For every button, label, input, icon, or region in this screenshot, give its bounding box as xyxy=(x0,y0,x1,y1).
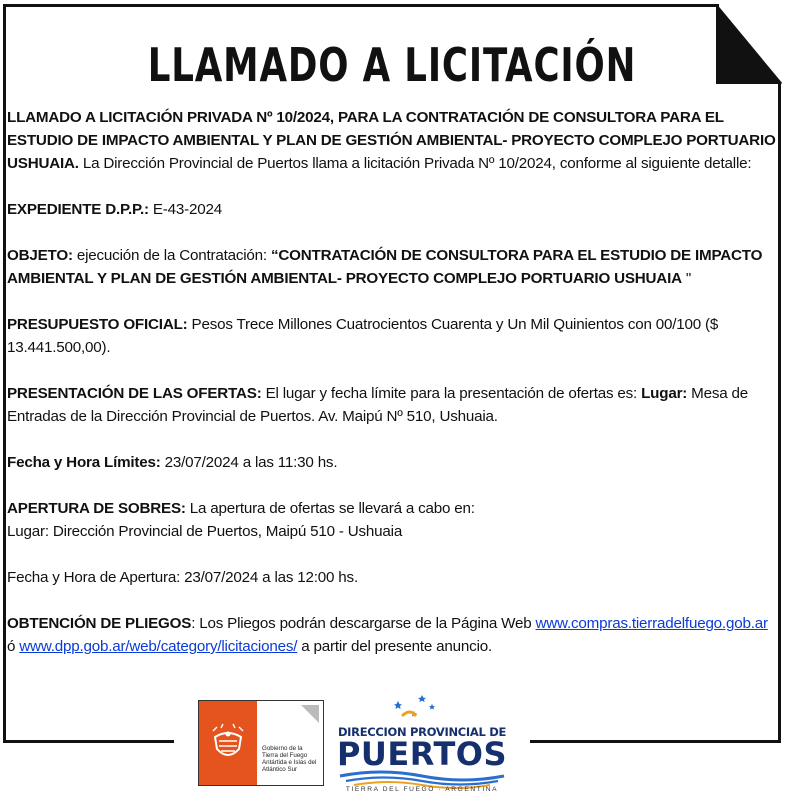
dpp-puertos-logo xyxy=(336,692,508,800)
pliegos-text: : Los Pliegos podrán descargarse de la Página Web xyxy=(191,615,536,632)
notice-frame-left xyxy=(3,4,6,743)
presentacion-label: PRESENTACIÓN DE LAS OFERTAS: xyxy=(7,385,262,402)
pliegos-or: ó xyxy=(7,638,20,655)
presentacion-lugar-label: Lugar: xyxy=(641,385,688,402)
dpp-logo-line1: DIRECCION PROVINCIAL DE xyxy=(337,725,507,739)
objeto-text: ejecución de la Contratación: xyxy=(72,247,271,264)
objeto-quote-open: “ xyxy=(270,247,279,264)
pliegos-tail: a partir del presente anuncio. xyxy=(297,638,493,655)
presentacion-text: El lugar y fecha límite para la presentación de ofertas es: xyxy=(261,385,642,402)
apertura-lugar: Lugar: Dirección Provincial de Puertos, Maipú 510 - Ushuaia xyxy=(7,523,403,540)
pliegos-label: OBTENCIÓN DE PLIEGOS xyxy=(7,615,192,632)
presentacion-lugar-text: Mesa de Entradas de la Dirección Provincial de Puertos. Av. Maipú Nº 510, Ushuaia. xyxy=(7,385,749,425)
notice-frame-top xyxy=(3,4,719,7)
intro-text: La Dirección Provincial de Puertos llama a licitación Privada Nº 10/2024, conforme al siguiente detalle: xyxy=(78,155,752,172)
objeto-paragraph xyxy=(7,244,779,290)
apertura-label: APERTURA DE SOBRES: xyxy=(7,500,186,517)
presentacion-paragraph xyxy=(7,382,779,428)
corner-triangle-icon xyxy=(301,705,321,725)
page-title: LLAMADO A LICITACIÓN xyxy=(147,38,637,92)
fecha-limite-value: 23/07/2024 a las 11:30 hs. xyxy=(160,454,338,471)
pliegos-paragraph xyxy=(7,612,779,658)
gobierno-tdf-logo xyxy=(198,700,324,786)
dpp-logo-line2: PUERTOS xyxy=(336,735,508,773)
objeto-label: OBJETO: xyxy=(7,247,73,264)
expediente-label: EXPEDIENTE D.P.P.: xyxy=(7,201,149,218)
apertura-text: La apertura de ofertas se llevará a cabo en: xyxy=(185,500,475,517)
dpp-logo-subtitle: TIERRA DEL FUEGO · ARGENTINA xyxy=(345,786,499,793)
intro-paragraph xyxy=(7,106,779,175)
fecha-limite-paragraph xyxy=(7,451,779,474)
notice-frame-bottom-right xyxy=(530,740,781,743)
notice-frame-bottom-left xyxy=(3,740,174,743)
objeto-title: CONTRATACIÓN DE CONSULTORA PARA EL ESTUDIO DE IMPACTO AMBIENTAL Y PLAN DE GESTIÓN AMBIENTAL- PROYECTO COMPLEJO PORTUARIO USHUAIA xyxy=(7,247,763,287)
notice-body xyxy=(7,106,779,681)
compras-link[interactable]: www.compras.tierradelfuego.gob.ar xyxy=(535,615,768,632)
apertura-paragraph xyxy=(7,497,779,543)
presupuesto-paragraph xyxy=(7,313,779,359)
dpp-licitaciones-link[interactable]: www.dpp.gob.ar/web/category/licitaciones/ xyxy=(19,638,298,655)
objeto-quote-close: " xyxy=(681,270,692,287)
expediente-value: E-43-2024 xyxy=(148,201,223,218)
presupuesto-label: PRESUPUESTO OFICIAL: xyxy=(7,316,188,333)
gobierno-logo-color-block xyxy=(199,701,257,785)
gobierno-logo-text: Gobierno de la Tierra del Fuego Antártida e Islas del Atlántico Sur xyxy=(262,745,317,773)
fecha-limite-label: Fecha y Hora Límites: xyxy=(7,454,161,471)
provincial-seal-icon xyxy=(199,701,257,785)
fecha-apertura-paragraph: Fecha y Hora de Apertura: 23/07/2024 a las 12:00 hs. xyxy=(7,569,358,586)
presupuesto-text: Pesos Trece Millones Cuatrocientos Cuarenta y Un Mil Quinientos con 00/100 ($ 13.441.500,00). xyxy=(7,316,719,356)
intro-heading: LLAMADO A LICITACIÓN PRIVADA Nº 10/2024, PARA LA CONTRATACIÓN DE CONSULTORA PARA EL ESTUDIO DE IMPACTO AMBIENTAL Y PLAN DE GESTIÓN AMBIENTAL- PROYECTO COMPLEJO PORTUARIO USHUAIA. xyxy=(7,109,776,172)
expediente-paragraph xyxy=(7,198,779,221)
